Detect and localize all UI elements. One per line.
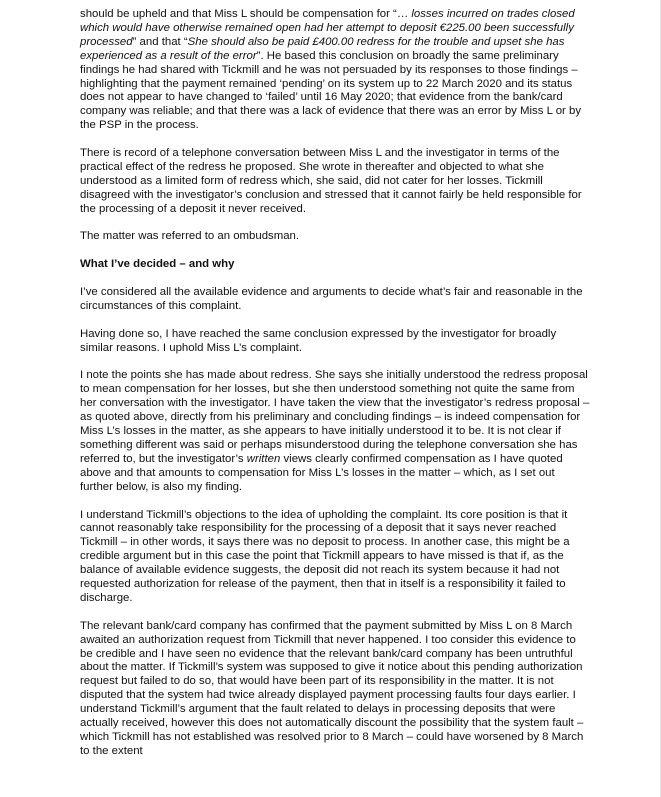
text-run: should be upheld and that Miss L should be compensation for “… <box>80 8 412 20</box>
text-run: views clearly confirmed compensation as I have quoted above and that amounts to compensation for Miss L’s losses in the matter – which, as I set out further below, is also my finding. <box>80 452 563 493</box>
text-run: ”. He based this conclusion on broadly the same preliminary findings he had shared with Tickmill and he was not persuaded by its responses to those findings – highlighting that the payment remained ‘pending’ on its system up to 22 March 2020 and its status does not appear to have changed to ‘failed’ until 16 May 2020; that evidence from the bank/card company was reliable; and that there was a lack of evidence that there was an error by Miss L or by the PSP in the process. <box>80 49 582 132</box>
paragraph-redress-points <box>80 369 590 494</box>
paragraph-considered-evidence: I’ve considered all the available evidence and arguments to decide what’s fair and reasonable in the circumstances of this complaint. <box>80 286 583 312</box>
emphasis-written: written <box>246 452 281 465</box>
paragraph-bank-card-company: The relevant bank/card company has confirmed that the payment submitted by Miss L on 8 March awaited an authorization request from Tickmill that never happened. I too consider this evidence to be credible and I have seen no evidence that the relevant bank/card company has been untruthful about the matter. If Tickmill’s system was supposed to give it notice about this pending authorization request but failed to do so, that would have been part of its responsibility in the matter. It is not disputed that the system had twice already displayed payment processing faults four days earlier. I understand Tickmill’s argument that the fault related to delays in processing deposits that were actually received, however this does not automatically discount the possibility that the system fault – which Tickmill has not established was resolved prior to 8 March – could have worsened by 8 March to the extent <box>80 619 584 757</box>
paragraph-uphold-complaint: Having done so, I have reached the same conclusion expressed by the investigator for broadly similar reasons. I uphold Miss L’s complaint. <box>80 327 557 354</box>
paragraph-tickmill-objections: I understand Tickmill’s objections to the idea of upholding the complaint. Its core position is that it cannot reasonably take responsibility for the processing of a deposit that it says never reached Tickmill – in other words, it says there was no deposit to process. In another case, this might be a credible argument but in this case the point that Tickmill appears to have missed is that if, as the balance of available evidence suggests, the deposit did not reach its system because it had not requested authorization for release of the payment, then that in itself is a responsibility it failed to discharge. <box>80 508 570 604</box>
paragraph-telephone-conversation: There is record of a telephone conversation between Miss L and the investigator in terms of the practical effect of the redress he proposed. She wrote in thereafter and objected to what she understood as a limited form of redress which, she said, did not cater for her losses. Tickmill disagreed with the investigator’s conclusion and stressed that it cannot fairly be held responsible for the processing of a deposit it never received. <box>80 147 582 215</box>
text-run: I note the points she has made about redress. She says she initially understood the redress proposal to mean compensation for her losses, but she then understood something not quite the same from her conversation with the investigator. I have taken the view that the investigator’s redress proposal – as quoted above, directly from his preliminary and concluding findings – is indeed compensation for Miss L’s losses in the matter, as she appears to have initially understood it to be. It is not clear if something different was said or perhaps misunderstood during the telephone conversation she has referred to, but the investigator’s <box>80 369 590 465</box>
document-body <box>80 8 590 773</box>
quoted-redress-losses: losses incurred on trades closed which would have otherwise remained open had her attempt to deposit €225.00 been successfully processed <box>80 8 575 48</box>
quoted-redress-trouble-upset: She should also be paid £400.00 redress for the trouble and upset she has experienced as a result of the error <box>80 35 565 62</box>
paragraph-investigator-conclusion <box>80 8 590 133</box>
text-run: ” and that “ <box>132 35 188 48</box>
section-heading: What I’ve decided – and why <box>80 258 235 271</box>
paragraph-referred-to-ombudsman: The matter was referred to an ombudsman. <box>80 230 300 243</box>
